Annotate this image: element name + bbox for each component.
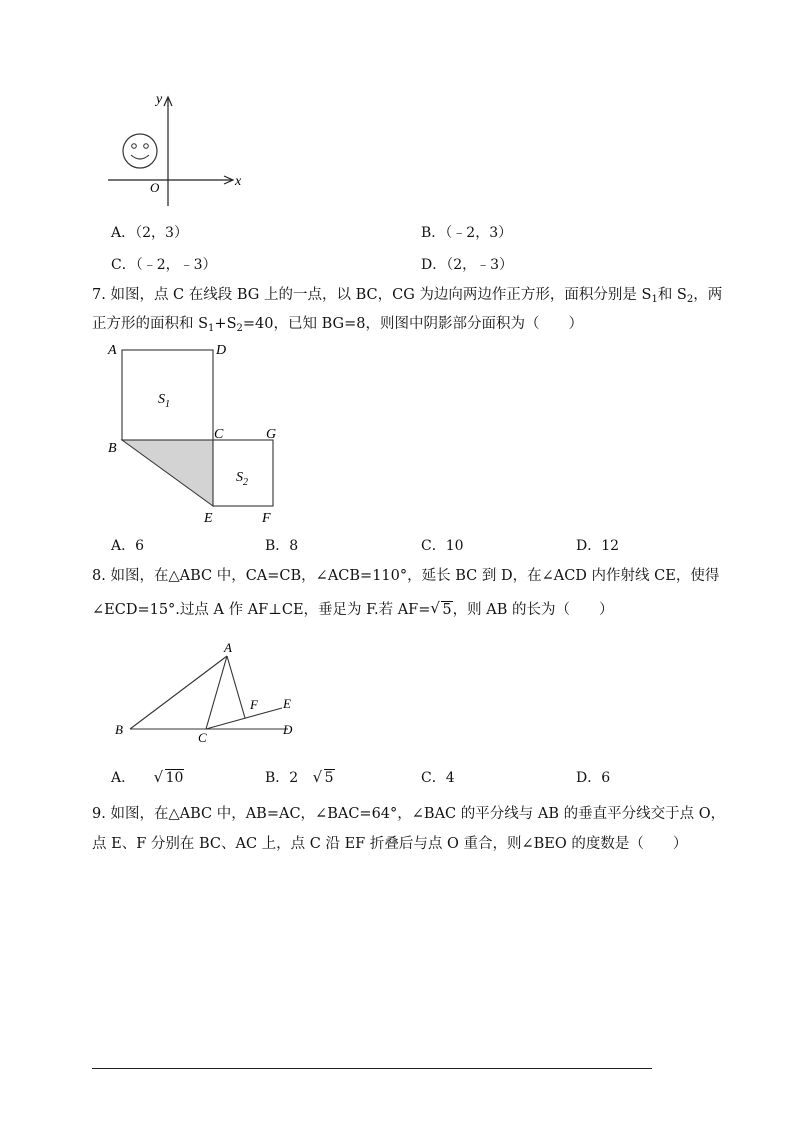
- option-letter: D．: [576, 770, 602, 786]
- option-letter: B．: [265, 770, 290, 786]
- option-letter: C．: [111, 257, 136, 273]
- q6-option-b[interactable]: [421, 222, 512, 242]
- ray-ce: [206, 708, 282, 729]
- q7-option-c[interactable]: [421, 535, 464, 555]
- question-number: 8.: [92, 568, 106, 584]
- option-letter: C．: [421, 770, 446, 786]
- point-label-e: E: [283, 696, 291, 711]
- q8-stem-line2: [92, 600, 613, 620]
- page-footer-divider: [92, 1068, 652, 1069]
- segment-ab: [130, 656, 227, 729]
- option-letter: D．: [576, 538, 602, 554]
- option-text: （2，3）: [135, 225, 188, 241]
- option-letter: A．: [111, 225, 136, 241]
- radicand: 5: [324, 770, 334, 786]
- q7-text: 和 S: [657, 287, 687, 303]
- segment-af: [227, 656, 245, 718]
- coefficient: 2: [289, 770, 299, 786]
- option-letter: B．: [265, 538, 290, 554]
- point-label-g: G: [266, 427, 277, 442]
- option-letter: A．: [111, 538, 136, 554]
- subscript: 2: [236, 323, 243, 334]
- q6-option-c[interactable]: [111, 254, 217, 274]
- q9-text: 点 E、F 分别在 BC、AC 上，点 C 沿 EF 折叠后与点 O 重合，则∠BEO 的度数是（ ）: [92, 836, 688, 852]
- option-text: 6: [601, 770, 611, 786]
- q8-text: 如图，在△ABC 中，CA=CB，∠ACB=110°，延长 BC 到 D，在∠ACD 内作射线 CE，使得: [110, 568, 720, 584]
- option-text: 8: [289, 538, 299, 554]
- q9-stem-line1: [92, 804, 725, 824]
- option-text: （2，﹣3）: [446, 257, 514, 273]
- point-label-b: B: [115, 722, 123, 737]
- q8-option-c[interactable]: [421, 767, 455, 787]
- y-axis: [164, 97, 172, 206]
- q6-figure: [100, 88, 260, 213]
- subscript: 1: [651, 294, 658, 305]
- point-label-b: B: [108, 441, 117, 456]
- segment-ac: [206, 656, 227, 729]
- option-text: （﹣2，3）: [445, 225, 513, 241]
- q7-text: 正方形的面积和 S: [92, 316, 209, 332]
- sqrt-symbol: [154, 770, 185, 786]
- sqrt-symbol: [313, 770, 335, 786]
- q8-figure: [100, 636, 310, 748]
- option-text: 12: [601, 538, 620, 554]
- q7-text: 如图，点 C 在线段 BG 上的一点，以 BC，CG 为边向两边作正方形，面积分别是 S: [110, 287, 652, 303]
- option-text: 6: [135, 538, 145, 554]
- x-axis-label: x: [235, 174, 242, 189]
- q7-stem-line2: [92, 314, 583, 334]
- option-text: 10: [445, 538, 464, 554]
- q7-option-a[interactable]: [111, 535, 144, 555]
- origin-label: O: [150, 180, 160, 195]
- point-label-c: C: [214, 427, 224, 442]
- option-text: （﹣2，﹣3）: [135, 257, 217, 273]
- q7-text: ，两: [693, 287, 723, 303]
- q9-stem-line2: [92, 834, 687, 854]
- q6-option-d[interactable]: [421, 254, 513, 274]
- option-letter: B．: [421, 225, 446, 241]
- point-label-d: D: [283, 722, 293, 737]
- point-label-d: D: [216, 343, 227, 358]
- q9-text: 如图，在△ABC 中，AB=AC，∠BAC=64°，∠BAC 的平分线与 AB 的垂直平分线交于点 O，: [110, 806, 726, 822]
- q7-stem-line1: [92, 285, 722, 305]
- point-label-a: A: [108, 343, 117, 358]
- square-s1: [122, 350, 213, 440]
- option-letter: A．: [111, 770, 136, 786]
- q8-stem-line1: [92, 566, 719, 586]
- option-letter: C．: [421, 538, 446, 554]
- q7-option-b[interactable]: [265, 535, 298, 555]
- smiley-face-icon: [123, 134, 157, 168]
- q8-option-b[interactable]: [265, 767, 335, 787]
- subscript: 1: [208, 323, 215, 334]
- sqrt-symbol: [430, 600, 452, 620]
- shaded-triangle: [122, 440, 213, 506]
- y-axis-label: y: [156, 92, 163, 107]
- q8-option-a[interactable]: [111, 767, 184, 787]
- q8-text: ，则 AB 的长为（ ）: [452, 602, 614, 618]
- point-label-f: F: [250, 697, 258, 712]
- point-label-f: F: [262, 511, 271, 526]
- point-label-a: A: [224, 640, 232, 655]
- area-label-s1: $S_1$: [158, 392, 170, 410]
- question-number: 9.: [92, 806, 106, 822]
- q7-text: =40，已知 BG=8，则图中阴影部分面积为（ ）: [242, 316, 583, 332]
- option-letter: D．: [421, 257, 447, 273]
- area-label-s2: $S_2$: [236, 470, 248, 488]
- q7-figure: [100, 338, 300, 530]
- q8-option-d[interactable]: [576, 767, 610, 787]
- q7-text: +S: [214, 316, 237, 332]
- x-axis: [108, 176, 233, 184]
- option-text: 4: [445, 770, 455, 786]
- q7-option-d[interactable]: [576, 535, 619, 555]
- point-label-e: E: [204, 511, 213, 526]
- q6-option-a[interactable]: [111, 222, 188, 242]
- subscript: 2: [686, 294, 694, 305]
- radicand: 5: [442, 602, 452, 618]
- radicand: 10: [165, 770, 184, 786]
- point-label-c: C: [198, 730, 207, 745]
- question-number: 7.: [92, 287, 106, 303]
- square-s2: [213, 440, 273, 506]
- q8-text: ∠ECD=15°.过点 A 作 AF⊥CE，垂足为 F.若 AF=: [92, 602, 431, 618]
